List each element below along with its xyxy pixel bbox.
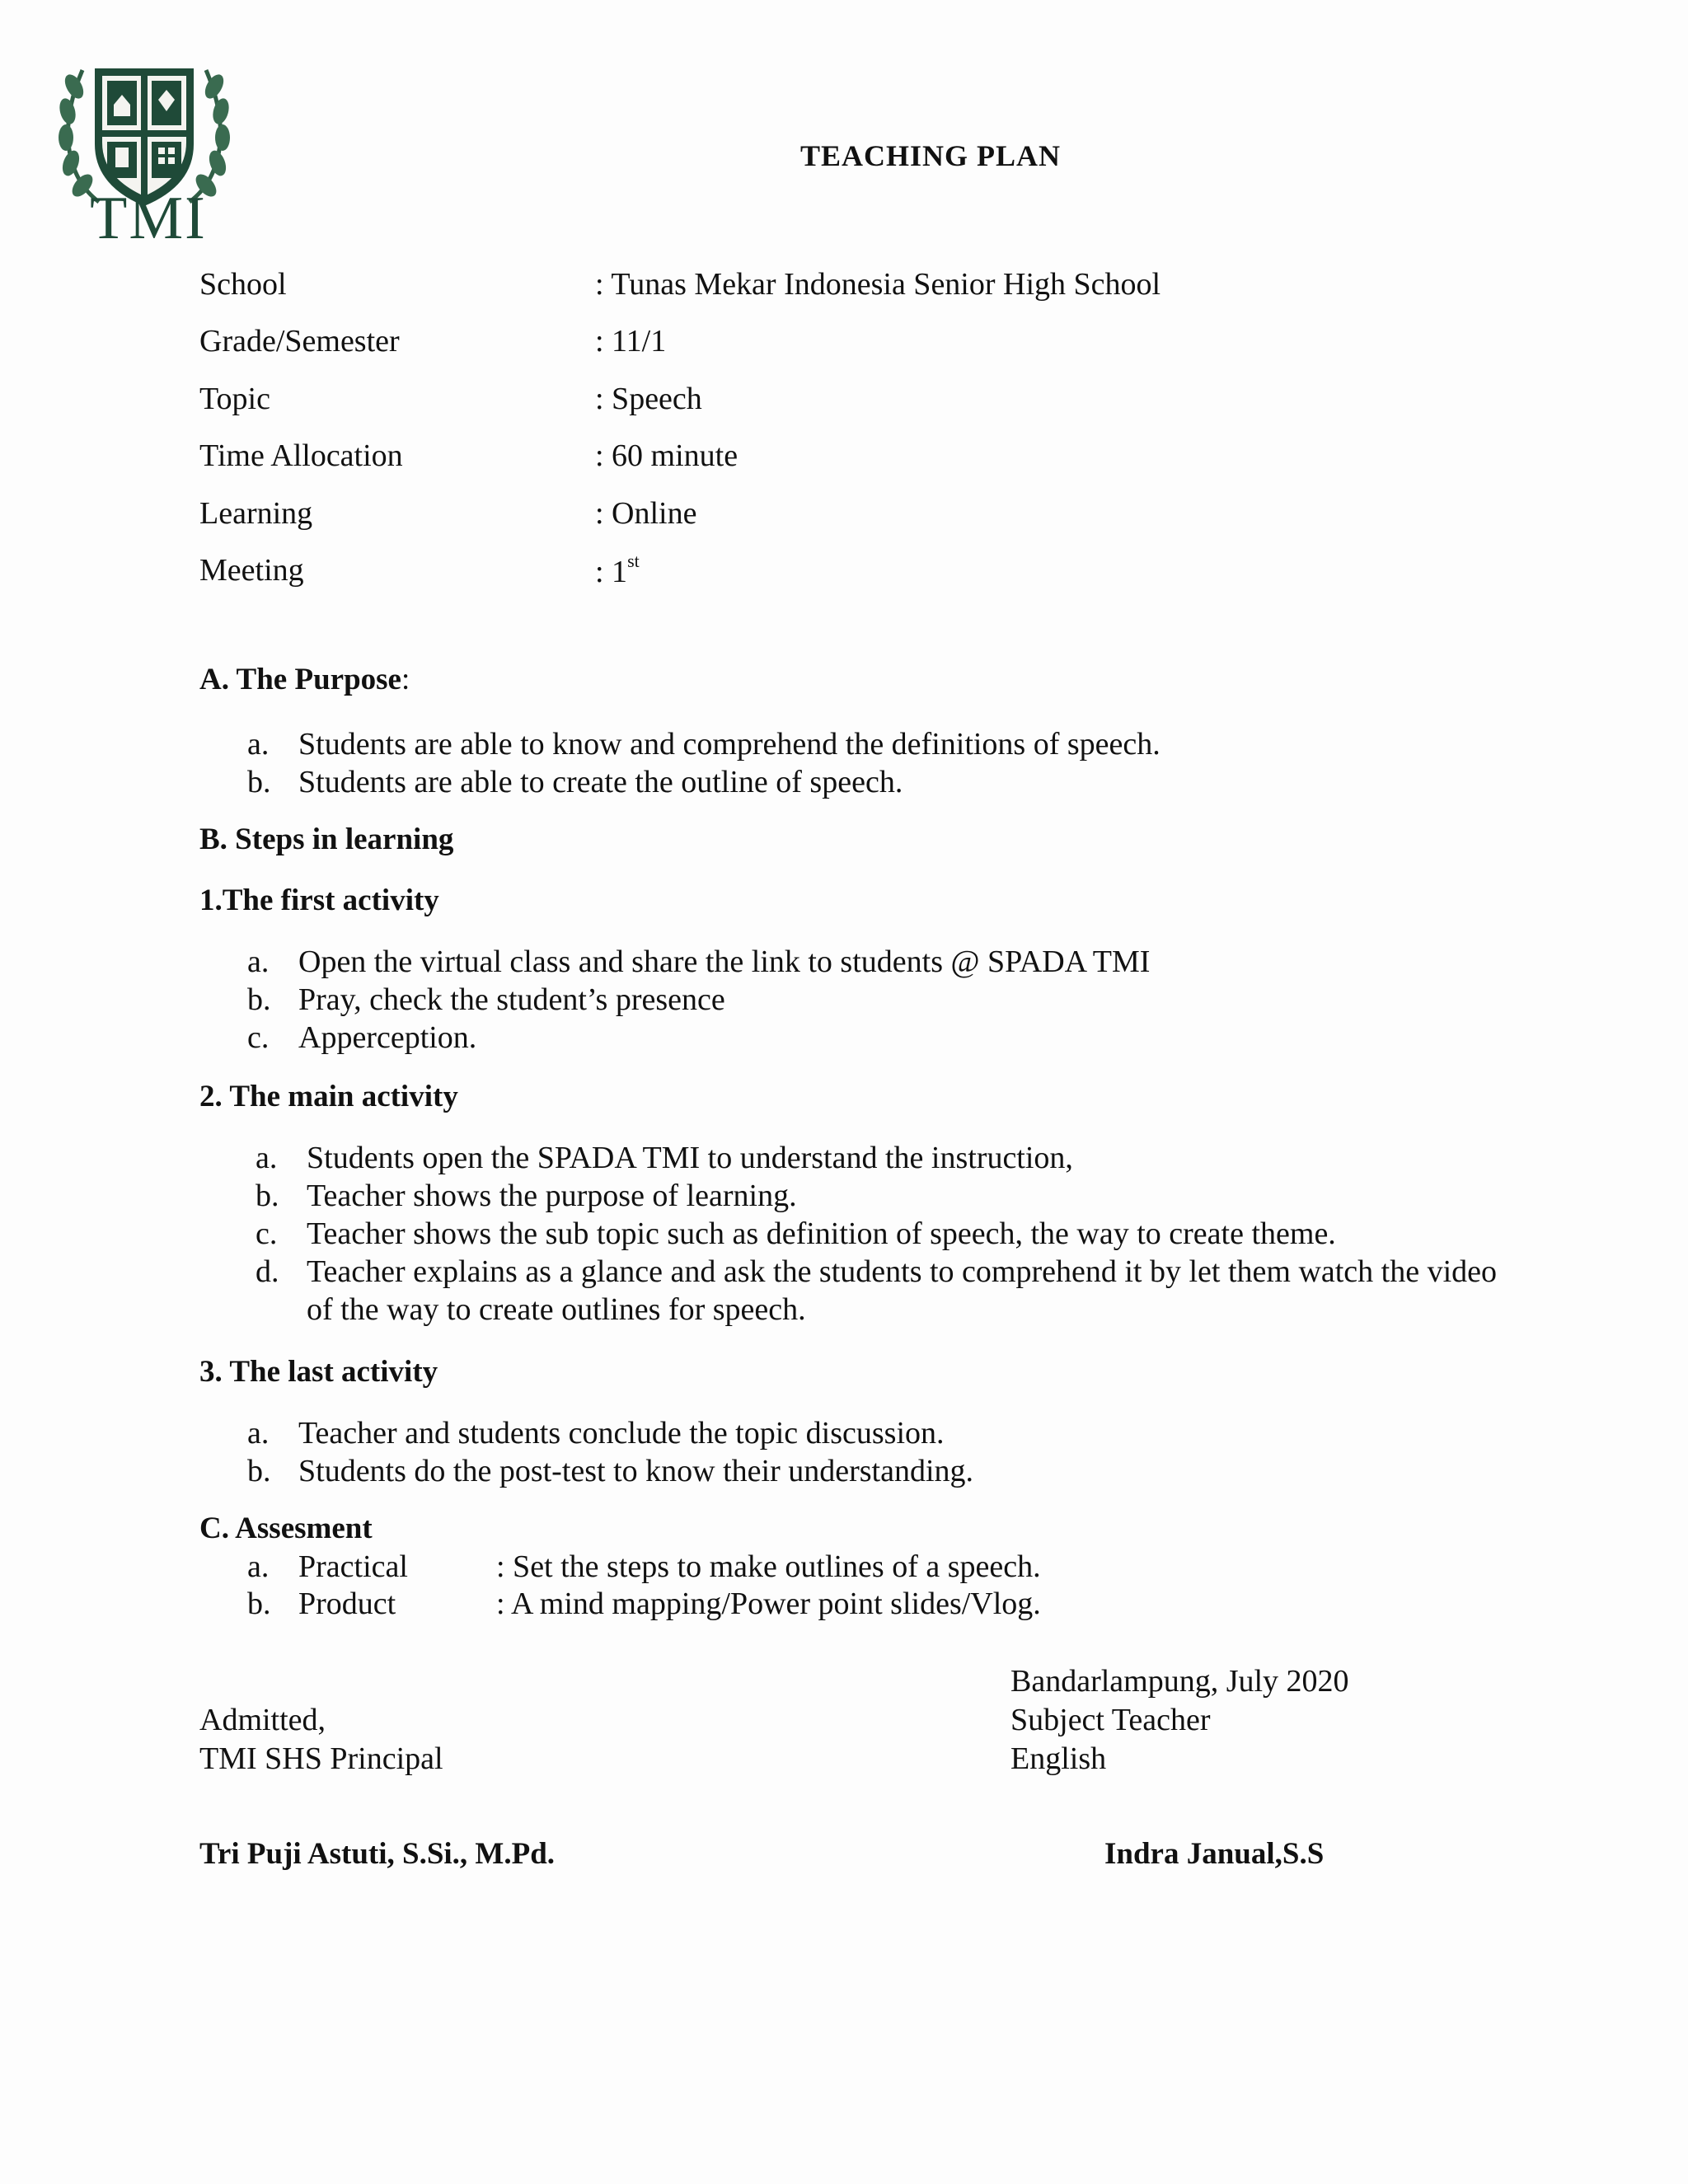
list-text: Teacher and students conclude the topic discussion. (298, 1416, 945, 1451)
info-value: : 11/1 (595, 324, 667, 359)
purpose-list (247, 725, 1160, 801)
meeting-number: : 1 (595, 555, 628, 590)
assessment-row (247, 1549, 1041, 1586)
assessment-label: Practical (298, 1549, 408, 1584)
list-item (247, 1019, 1150, 1057)
list-text: Teacher explains as a glance and ask the students to comprehend it by let them watch the video of the way to create outlines for speech. (307, 1254, 1498, 1327)
list-marker: a. (247, 1549, 270, 1584)
list-marker: b. (247, 982, 271, 1017)
list-marker: d. (256, 1254, 279, 1289)
first-activity-list (247, 943, 1150, 1057)
info-label: Topic (199, 381, 270, 416)
info-label: Grade/Semester (199, 324, 400, 359)
info-value: : Online (595, 495, 697, 531)
purpose-heading-text: A. The Purpose (199, 663, 401, 696)
list-text: Students are able to know and comprehend the definitions of speech. (298, 727, 1160, 762)
info-value: : Tunas Mekar Indonesia Senior High School (595, 266, 1161, 302)
steps-heading: B. Steps in learning (199, 823, 454, 856)
info-label: Time Allocation (199, 438, 403, 474)
info-block (199, 255, 1601, 599)
teacher-name: Indra Janual,S.S (1104, 1837, 1325, 1871)
assessment-value: : Set the steps to make outlines of a speech. (496, 1549, 1041, 1584)
list-marker: a. (247, 1416, 270, 1451)
signature-role: TMI SHS Principal (199, 1741, 443, 1776)
list-marker: a. (247, 944, 270, 979)
logo-text: TMI (90, 185, 207, 252)
list-text: Open the virtual class and share the link to students @ SPADA TMI (298, 944, 1151, 979)
list-marker: a. (247, 727, 270, 762)
first-activity-heading: 1.The first activity (199, 883, 439, 917)
list-marker: b. (247, 765, 271, 799)
signature-admitted: Admitted, (199, 1703, 326, 1737)
info-row-topic (199, 370, 1601, 428)
assessment-heading: C. Assesment (199, 1511, 373, 1545)
signature-role: Subject Teacher (1010, 1703, 1211, 1737)
page-title: TEACHING PLAN (799, 139, 1062, 172)
list-text: Apperception. (298, 1020, 477, 1055)
info-row-time (199, 428, 1601, 485)
list-item (256, 1253, 1508, 1329)
list-marker: c. (256, 1216, 278, 1251)
info-row-school (199, 255, 1601, 313)
list-item (247, 1414, 973, 1452)
last-activity-list (247, 1414, 973, 1490)
list-item (256, 1215, 1508, 1253)
list-text: Pray, check the student’s presence (298, 982, 725, 1017)
main-activity-heading: 2. The main activity (199, 1080, 458, 1113)
list-item (247, 763, 1160, 801)
info-value: : 60 minute (595, 438, 738, 474)
list-marker: a. (256, 1141, 278, 1175)
info-label: Learning (199, 495, 313, 531)
place-date: Bandarlampung, July 2020 (1010, 1664, 1349, 1699)
info-row-learning (199, 485, 1601, 542)
assessment-list (247, 1549, 1041, 1623)
info-value: : Speech (595, 381, 702, 416)
list-text: Students open the SPADA TMI to understand the instruction, (307, 1141, 1073, 1175)
list-marker: b. (256, 1179, 279, 1213)
info-label: Meeting (199, 553, 304, 588)
list-marker: b. (247, 1586, 271, 1621)
assessment-label: Product (298, 1586, 396, 1621)
info-value (595, 551, 640, 590)
list-marker: c. (247, 1020, 270, 1055)
assessment-row (247, 1586, 1041, 1623)
list-item (256, 1139, 1508, 1177)
list-item (247, 1452, 973, 1490)
list-text: Students are able to create the outline of speech. (298, 765, 903, 799)
assessment-value: : A mind mapping/Power point slides/Vlog. (496, 1586, 1041, 1621)
info-row-meeting (199, 542, 1601, 600)
list-marker: b. (247, 1454, 271, 1488)
signature-right-block (1010, 1662, 1349, 1779)
list-item (247, 981, 1150, 1019)
list-item (247, 725, 1160, 763)
list-item (256, 1177, 1508, 1215)
signature-subject: English (1010, 1741, 1107, 1776)
list-text: Teacher shows the sub topic such as definition of speech, the way to create theme. (307, 1216, 1336, 1251)
purpose-heading (199, 662, 410, 697)
ordinal-suffix: st (627, 551, 640, 572)
purpose-heading-colon: : (401, 663, 410, 696)
list-item (247, 943, 1150, 981)
info-row-grade (199, 313, 1601, 371)
signature-left-block (199, 1701, 443, 1779)
main-activity-list (256, 1139, 1508, 1329)
list-text: Students do the post-test to know their understanding. (298, 1454, 974, 1488)
principal-name: Tri Puji Astuti, S.Si., M.Pd. (199, 1837, 556, 1871)
last-activity-heading: 3. The last activity (199, 1355, 438, 1389)
info-label: School (199, 266, 287, 302)
list-text: Teacher shows the purpose of learning. (307, 1179, 797, 1213)
